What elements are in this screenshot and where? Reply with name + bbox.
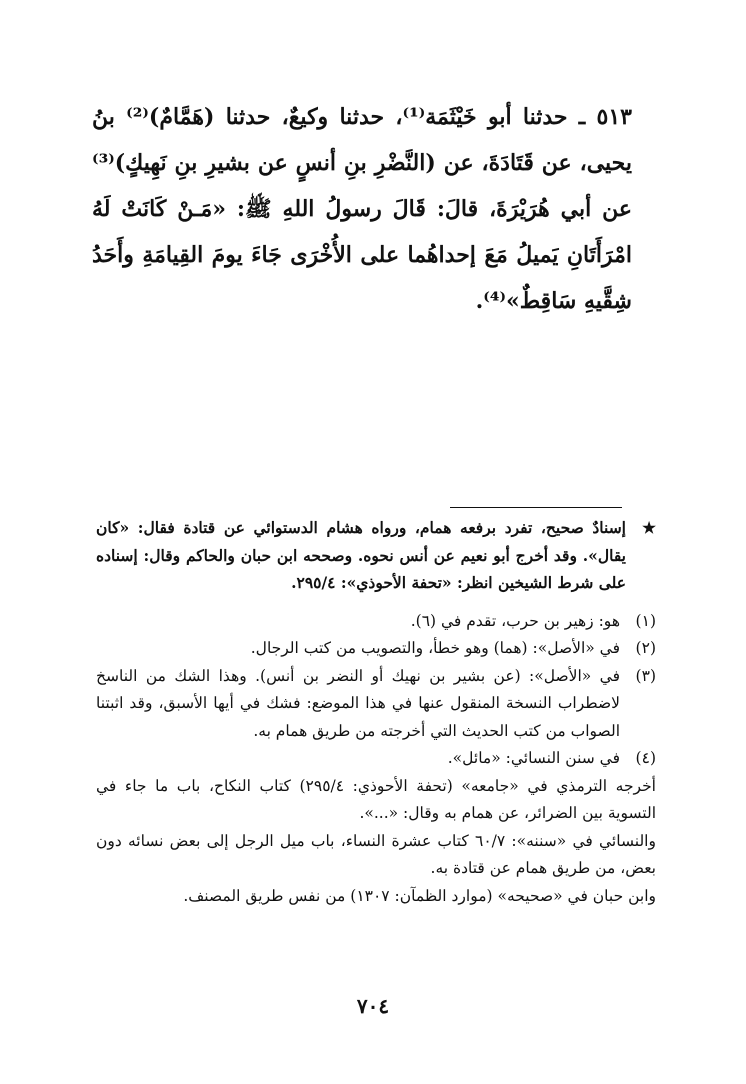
footnotes-block (96, 514, 656, 910)
footnote-3 (96, 663, 656, 746)
star-marker: ★ (642, 518, 656, 537)
footnote-3-number: (٣) (635, 666, 656, 685)
hadith-513-text: ٥١٣ ـ حدثنا أبو خَيْثَمَة⁽¹⁾، حدثنا وكيعٌ، حدثنا (هَمَّامٌ)⁽²⁾ بنُ يحيى، عن قَتَادَةَ، عن (النَّضْرِ بنِ أنسٍ عن بشيرِ بنِ نَهِيكٍ)⁽³⁾ عن أبي هُرَيْرَةَ، قالَ: قَالَ رسولُ اللهِ ﷺ: «مَـنْ كَانَتْ لَهُ امْرَأَتَانِ يَميلُ مَعَ إحداهُما على الأُخْرَى جَاءَ يومَ القِيامَةِ وأَحَدُ شِقَّيهِ سَاقِطٌ»⁽⁴⁾. (92, 104, 632, 314)
footnote-4 (96, 745, 656, 773)
footnote-2 (96, 635, 656, 663)
footnote-3-text: في «الأصل»: (عن بشير بن نهيك أو النضر بن أنس). وهذا الشك من الناسخ لاضطراب النسخة المنقول عنها في هذا الموضع: فشك في أيها الأسبق، وقد اثبتنا الصواب من كتب الحديث التي أخرجته من طريق همام به. (96, 666, 620, 740)
footnote-star-text: إسنادٌ صحيح، تفرد برفعه همام، ورواه هشام الدستوائي عن قتادة فقال: «كان يقال». وقد أخرج أبو نعيم عن أنس نحوه. وصححه ابن حبان والحاكم وقال: إسناده على شرط الشيخين انظر: «تحفة الأحوذي»: ٢٩٥/٤. (96, 518, 626, 592)
footnote-divider (450, 507, 622, 508)
hadith-text-block (92, 94, 632, 324)
takhrij-ibn-hibban: وابن حبان في «صحيحه» (موارد الظمآن: ١٣٠٧) من نفس طريق المصنف. (183, 886, 656, 905)
takhrij-tirmidhi: أخرجه الترمذي في «جامعه» (تحفة الأحوذي: ٢٩٥/٤) كتاب النكاح، باب ما جاء في التسوية بين الضرائر، عن همام به وقال: «...». (96, 776, 656, 822)
footnote-4-number: (٤) (635, 749, 656, 767)
footnote-2-number: (٢) (635, 639, 656, 657)
footnote-1 (96, 608, 656, 636)
takhrij-nasai: والنسائي في «سننه»: ٦٠/٧ كتاب عشرة النساء، باب ميل الرجل إلى بعض نسائه دون بعض، من طريق همام عن قتادة به. (96, 831, 656, 877)
footnote-4-text: في سنن النسائي: «مائل». (447, 749, 620, 767)
footnote-1-number: (١) (635, 611, 656, 630)
footnote-1-text: هو: زهير بن حرب، تقدم في (٦). (410, 611, 620, 630)
page-number: ٧٠٤ (356, 994, 390, 1018)
footnote-2-text: في «الأصل»: (هما) وهو خطأ، والتصويب من كتب الرجال. (250, 639, 620, 657)
footnote-star (96, 514, 656, 597)
